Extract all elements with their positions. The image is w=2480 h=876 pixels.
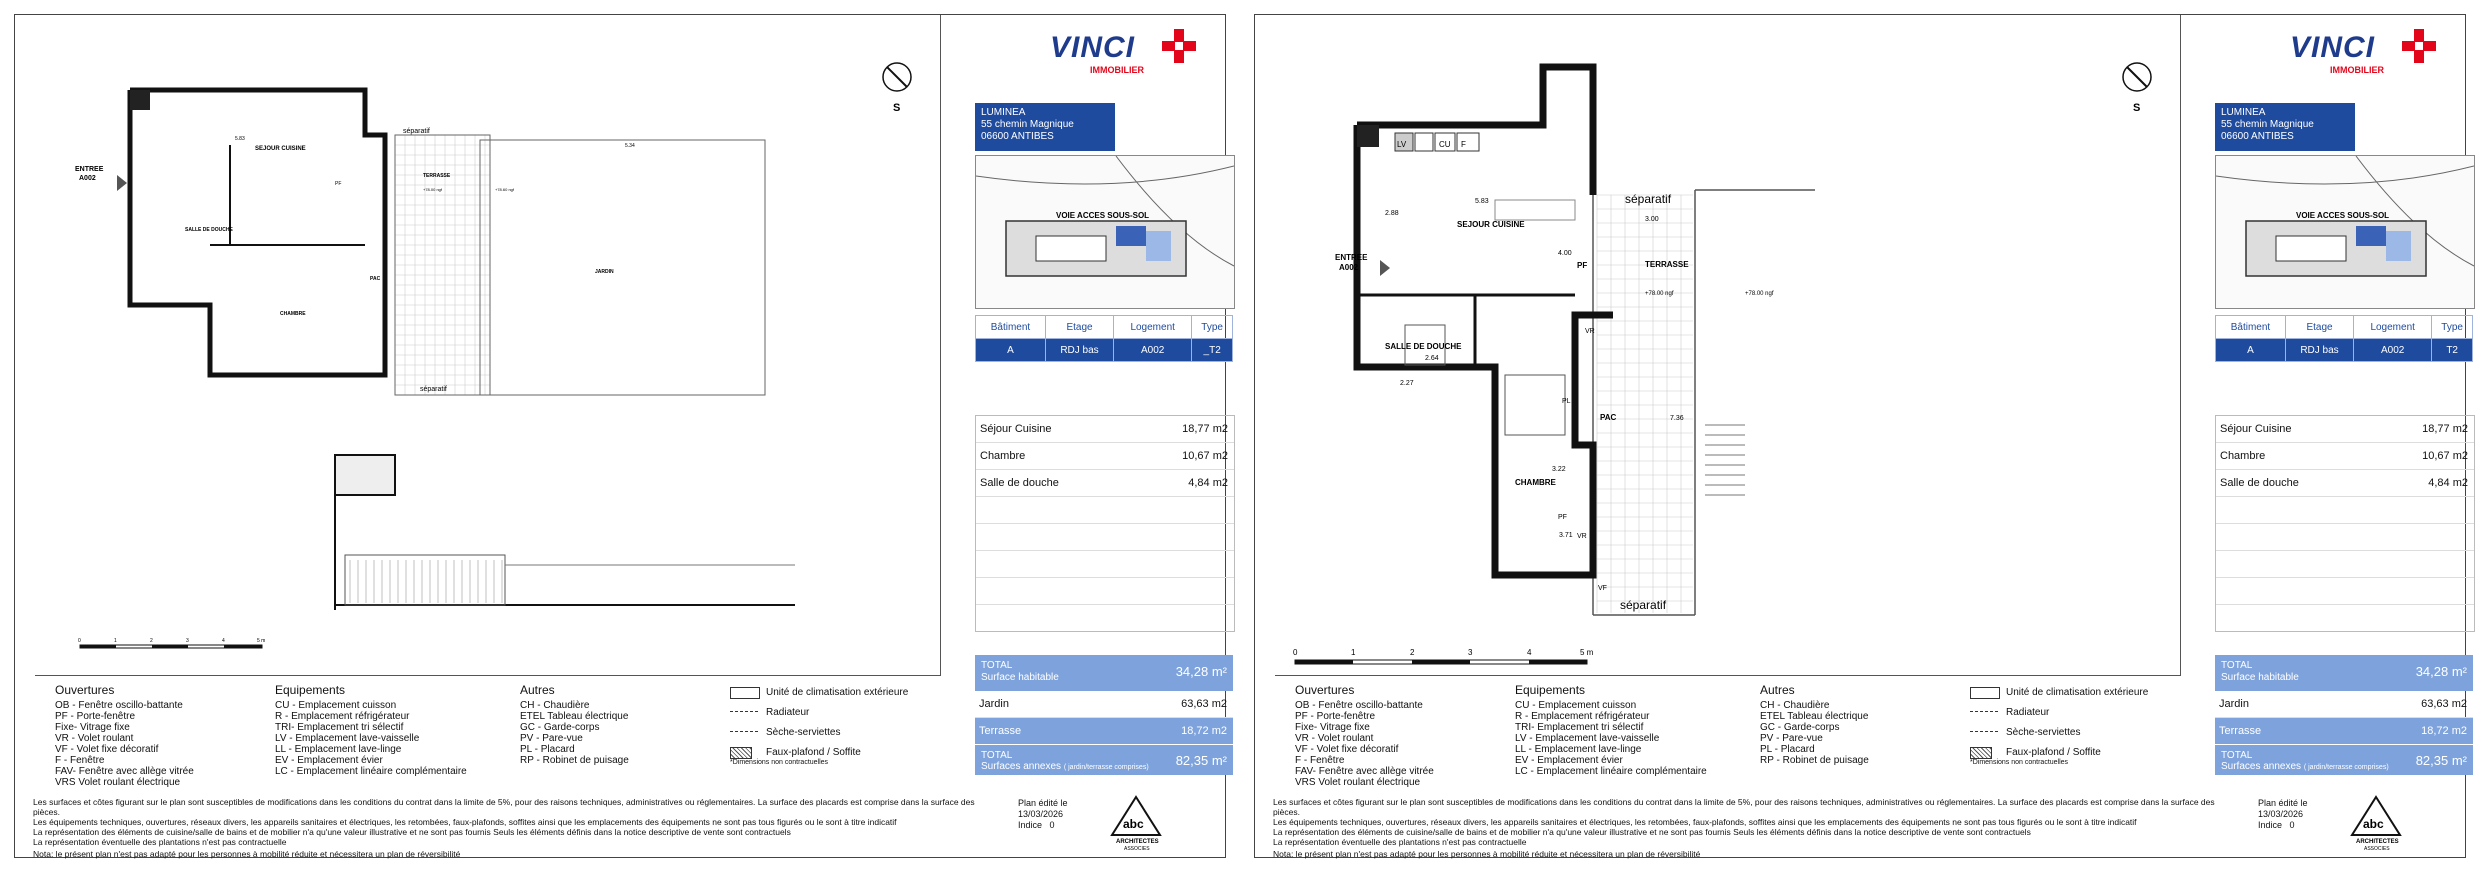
nota-line: Nota: le présent plan n'est pas adapté pour les personnes à mobilité réduite et nécessitera un plan de réversibilité	[1273, 849, 1701, 859]
svg-text:abc: abc	[1123, 817, 1144, 831]
svg-text:VR: VR	[1577, 533, 1587, 540]
svg-text:+78.00 ngf: +78.00 ngf	[1745, 291, 1774, 297]
ac-unit-icon	[730, 687, 760, 699]
svg-text:0: 0	[1293, 648, 1298, 657]
ngf2-label: +78.60 ngf	[495, 187, 515, 192]
svg-text:séparatif: séparatif	[1625, 192, 1672, 206]
total-habitable: TOTAL Surface habitable 34,28 m²	[2215, 655, 2473, 691]
legend-autres: Autres CH - Chaudière ETEL Tableau électrique GC - Garde-corps PV - Pare-vue PL - Placard RP - Robinet de puisage	[1760, 683, 1869, 766]
svg-text:+78.00 ngf: +78.00 ngf	[1645, 291, 1674, 297]
address-box: LUMINEA 55 chemin Magnique 06600 ANTIBES	[2215, 103, 2355, 151]
architect-logo	[2350, 795, 2402, 851]
plan-meta: Plan édité le 13/03/2026 Indice 0	[2258, 798, 2308, 830]
svg-text:7.36: 7.36	[1670, 415, 1684, 422]
side-panel	[940, 15, 1228, 857]
vinci-mark-icon	[1162, 29, 1196, 63]
douche-label: SALLE DE DOUCHE	[185, 227, 233, 233]
total-annexes: TOTAL Surfaces annexes ( jardin/terrasse comprises) 82,35 m²	[975, 744, 1233, 775]
svg-text:PF: PF	[1558, 514, 1567, 521]
svg-text:3: 3	[1468, 648, 1473, 657]
svg-text:S: S	[2133, 102, 2141, 114]
architect-logo	[1110, 795, 1162, 851]
svg-text:CU: CU	[1439, 140, 1451, 149]
total-annexes: TOTAL Surfaces annexes ( jardin/terrasse comprises) 82,35 m²	[2215, 744, 2473, 775]
svg-text:1: 1	[1351, 648, 1356, 657]
svg-text:5 m: 5 m	[1580, 648, 1594, 657]
chambre-label: CHAMBRE	[280, 311, 306, 317]
svg-text:SEJOUR CUISINE: SEJOUR CUISINE	[1457, 220, 1525, 229]
svg-text:SALLE DE DOUCHE: SALLE DE DOUCHE	[1385, 342, 1462, 351]
total-habitable: TOTAL Surface habitable 34,28 m²	[975, 655, 1233, 691]
totals-block	[975, 655, 1233, 775]
scale-5: 5 m	[257, 638, 266, 644]
svg-text:2.88: 2.88	[1385, 210, 1399, 217]
scale-3: 3	[186, 638, 189, 644]
sejour-label: SEJOUR CUISINE	[255, 146, 306, 152]
svg-text:ARCHITECTES: ARCHITECTES	[2356, 839, 2399, 845]
svg-text:ENTREE: ENTREE	[1335, 253, 1368, 262]
floor-plan-drawing	[35, 15, 940, 675]
dim-534: 5.34	[625, 143, 635, 149]
legend-equipements: Equipements CU - Emplacement cuisson R - Emplacement réfrigérateur TRI- Emplacement tri sélectif LV - Emplacement lave-vaisselle LL - Emplacement lave-linge EV - Emplacement évier LC - Emplacement linéaire complémentaire	[275, 683, 467, 777]
separatif-bottom-label: séparatif	[420, 386, 447, 393]
svg-text:F: F	[1461, 140, 1466, 149]
svg-text:PF: PF	[1577, 261, 1588, 270]
legend-symbols: Unité de climatisation extérieure Radiateur Sèche-serviettes Faux-plafond / Soffite *Dimensions non contractuelles	[730, 687, 909, 766]
floor-plan-drawing-detailed	[1275, 15, 2180, 675]
scale-1: 1	[114, 638, 117, 644]
compass-label: S	[893, 102, 901, 114]
jardin-label: JARDIN	[595, 269, 614, 275]
radiator-icon	[730, 711, 758, 712]
legend	[35, 677, 940, 797]
svg-text:ASSOCIES: ASSOCIES	[2364, 846, 2390, 851]
svg-text:ASSOCIES: ASSOCIES	[1124, 846, 1150, 851]
svg-text:VF: VF	[1598, 585, 1607, 592]
room-row: Séjour Cuisine 18,77 m2	[976, 416, 1234, 443]
legend-symbols: Unité de climatisation extérieure Radiateur Sèche-serviettes Faux-plafond / Soffite *Dimensions non contractuelles	[1970, 687, 2149, 766]
legend	[1275, 677, 2180, 797]
ac-unit-icon	[1970, 687, 2000, 699]
scale-bar	[1295, 660, 1587, 664]
svg-text:2.27: 2.27	[1400, 380, 1414, 387]
key-map	[975, 155, 1235, 309]
terrasse-row: Terrasse 18,72 m2	[975, 718, 1233, 744]
scale-2: 2	[150, 638, 153, 644]
entree-label: ENTREE	[75, 166, 104, 173]
plan-sheet-right	[1254, 14, 2466, 858]
totals-block	[2215, 655, 2473, 775]
rooms-table	[2215, 415, 2475, 632]
compass-icon	[883, 63, 911, 114]
floor-plan-area	[1275, 15, 2181, 676]
lot-table: Bâtiment Etage Logement Type A RDJ bas A002 _T2	[975, 315, 1233, 362]
room-row: Séjour Cuisine 18,77 m2	[2216, 416, 2474, 443]
svg-text:4.00: 4.00	[1558, 250, 1572, 257]
svg-text:PL: PL	[1562, 398, 1571, 405]
svg-text:3.71: 3.71	[1559, 532, 1573, 539]
svg-text:A002: A002	[1339, 263, 1359, 272]
terrasse-row: Terrasse 18,72 m2	[2215, 718, 2473, 744]
disclaimer-notes: Les surfaces et côtes figurant sur le plan sont susceptibles de modifications dans les conditions du contrat dans la limite de 5%, pour des raisons techniques, administratives ou réglementaires. La surface des placards est comprise dans la surface des pièces. Les équipements techniques, ouvertures, réseaux divers, les appareils sanitaires et électriques, les retombées, faux-plafonds, soffites ainsi que les emplacements des équipements ne sont pas tous figurés ou le sont à titre indicatif La représentation des éléments de cuisine/salle de bains et de mobilier n'a qu'une valeur illustrative et ne sont pas fournis Seuls les éléments définis dans la notice descriptive de vente sont contractuels La représentation éventuelle des plantations n'est pas contractuelle	[33, 797, 975, 847]
plan-meta: Plan édité le 13/03/2026 Indice 0	[1018, 798, 1068, 830]
svg-text:ARCHITECTES: ARCHITECTES	[1116, 839, 1159, 845]
towel-dryer-icon	[1970, 731, 1998, 732]
svg-text:PAC: PAC	[1600, 413, 1617, 422]
room-row: Chambre 10,67 m2	[2216, 443, 2474, 470]
side-panel	[2180, 15, 2468, 857]
room-row: Chambre 10,67 m2	[976, 443, 1234, 470]
vinci-mark-icon	[2402, 29, 2436, 63]
legend-ouvertures: Ouvertures OB - Fenêtre oscillo-battante PF - Porte-fenêtre Fixe- Vitrage fixe VR - Volet roulant VF - Volet fixe décoratif F - Fenêtre FAV- Fenêtre avec allège vitrée VRS Volet roulant électrique	[55, 683, 194, 788]
svg-text:3.22: 3.22	[1552, 466, 1566, 473]
vinci-logo: VINCI IMMOBILIER	[2290, 27, 2460, 75]
legend-autres: Autres CH - Chaudière ETEL Tableau électrique GC - Garde-corps PV - Pare-vue PL - Placard RP - Robinet de puisage	[520, 683, 629, 766]
radiator-icon	[1970, 711, 1998, 712]
towel-dryer-icon	[730, 731, 758, 732]
svg-text:séparatif: séparatif	[1620, 598, 1667, 612]
address-box: LUMINEA 55 chemin Magnique 06600 ANTIBES	[975, 103, 1115, 151]
pac-label: PAC	[370, 276, 381, 282]
svg-text:VR: VR	[1585, 328, 1595, 335]
jardin-row: Jardin 63,63 m2	[975, 691, 1233, 718]
svg-text:CHAMBRE: CHAMBRE	[1515, 478, 1556, 487]
rooms-table	[975, 415, 1235, 632]
entrance-arrow-icon	[117, 175, 127, 191]
jardin-row: Jardin 63,63 m2	[2215, 691, 2473, 718]
svg-text:2: 2	[1410, 648, 1415, 657]
room-row: Salle de douche 4,84 m2	[976, 470, 1234, 497]
ngf-label: +78.00 ngf	[423, 187, 443, 192]
svg-text:4: 4	[1527, 648, 1532, 657]
scale-0: 0	[78, 638, 81, 644]
terrasse-label: TERRASSE	[423, 173, 451, 179]
scale-4: 4	[222, 638, 225, 644]
keymap-label: VOIE ACCES SOUS-SOL	[1056, 211, 1150, 220]
svg-text:5.83: 5.83	[1475, 198, 1489, 205]
disclaimer-notes: Les surfaces et côtes figurant sur le plan sont susceptibles de modifications dans les conditions du contrat dans la limite de 5%, pour des raisons techniques, administratives ou réglementaires. La surface des placards est comprise dans la surface des pièces. Les équipements techniques, ouvertures, réseaux divers, les appareils sanitaires et électriques, les retombées, faux-plafonds, soffites ainsi que les emplacements des équipements ne sont pas tous figurés ou le sont à titre indicatif La représentation des éléments de cuisine/salle de bains et de mobilier n'a qu'une valeur illustrative et ne sont pas fournis Seuls les éléments définis dans la notice descriptive de vente sont contractuels La représentation éventuelle des plantations n'est pas contractuelle	[1273, 797, 2215, 847]
svg-text:3.00: 3.00	[1645, 216, 1659, 223]
room-row: Salle de douche 4,84 m2	[2216, 470, 2474, 497]
entrance-arrow-icon	[1380, 260, 1390, 276]
lot-table: Bâtiment Etage Logement Type A RDJ bas A002 T2	[2215, 315, 2473, 362]
dim-583: 5.83	[235, 136, 245, 142]
scale-bar	[80, 645, 262, 648]
key-map	[2215, 155, 2475, 309]
separatif-top-label: séparatif	[403, 128, 430, 135]
plan-sheet-left	[14, 14, 1226, 858]
svg-text:2.64: 2.64	[1425, 355, 1439, 362]
svg-text:LV: LV	[1397, 140, 1407, 149]
entree-lot-label: A002	[79, 175, 96, 182]
svg-text:VOIE ACCES SOUS-SOL: VOIE ACCES SOUS-SOL	[2296, 211, 2390, 220]
pf-label: PF	[335, 181, 342, 187]
svg-text:TERRASSE: TERRASSE	[1645, 260, 1689, 269]
nota-line: Nota: le présent plan n'est pas adapté pour les personnes à mobilité réduite et nécessitera un plan de réversibilité	[33, 849, 461, 859]
floor-plan-area	[35, 15, 941, 676]
legend-ouvertures: Ouvertures OB - Fenêtre oscillo-battante PF - Porte-fenêtre Fixe- Vitrage fixe VR - Volet roulant VF - Volet fixe décoratif F - Fenêtre FAV- Fenêtre avec allège vitrée VRS Volet roulant électrique	[1295, 683, 1434, 788]
legend-equipements: Equipements CU - Emplacement cuisson R - Emplacement réfrigérateur TRI- Emplacement tri sélectif LV - Emplacement lave-vaisselle LL - Emplacement lave-linge EV - Emplacement évier LC - Emplacement linéaire complémentaire	[1515, 683, 1707, 777]
vinci-logo: VINCI IMMOBILIER	[1050, 27, 1220, 75]
compass-icon	[2123, 63, 2151, 114]
svg-text:abc: abc	[2363, 817, 2384, 831]
